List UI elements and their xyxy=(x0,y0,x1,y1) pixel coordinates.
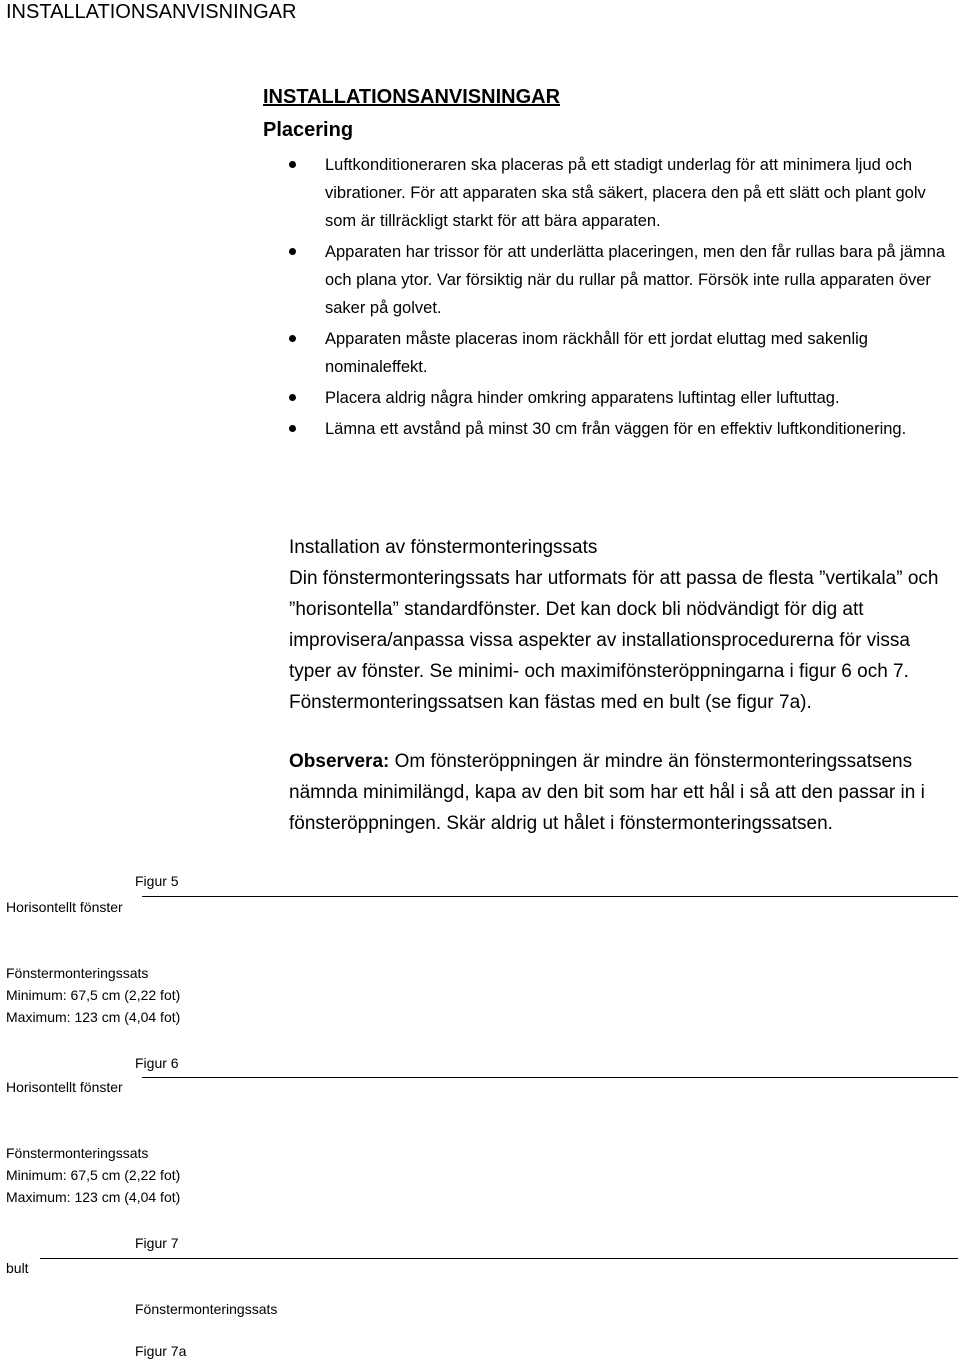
list-item xyxy=(283,415,953,443)
figure-6-line xyxy=(142,1077,958,1078)
note-paragraph xyxy=(289,746,957,839)
figure-5-line xyxy=(142,896,958,897)
figure-6-minimum: Minimum: 67,5 cm (2,22 fot) xyxy=(6,1167,181,1183)
note-label: Observera: xyxy=(289,751,390,772)
page-header: INSTALLATIONSANVISNINGAR xyxy=(6,1,297,23)
list-item-text: Apparaten har trissor för att underlätta placeringen, men den får rullas bara på jämna och plana ytor. Var försiktig när du rullar på mattor. Försök inte rulla apparaten över saker på golvet. xyxy=(325,243,946,317)
figure-5-maximum: Maximum: 123 cm (4,04 fot) xyxy=(6,1009,181,1025)
list-item xyxy=(283,238,953,322)
figure-7-line xyxy=(40,1258,958,1259)
figure-5-window-label: Horisontellt fönster xyxy=(6,899,123,915)
figure-6-kit-label: Fönstermonteringssats xyxy=(6,1145,149,1161)
figure-5-minimum: Minimum: 67,5 cm (2,22 fot) xyxy=(6,987,181,1003)
figure-7-kit-label: Fönstermonteringssats xyxy=(135,1301,278,1317)
installation-title: Installation av fönstermonteringssats xyxy=(289,537,598,558)
list-item-text: Luftkonditioneraren ska placeras på ett stadigt underlag för att minimera ljud och vibrationer. För att apparaten ska stå säkert, placera den på ett slätt och plant golv som är tillräckligt starkt för att bära apparaten. xyxy=(325,156,926,230)
list-item xyxy=(283,151,953,235)
figure-7a-caption: Figur 7a xyxy=(135,1343,187,1359)
list-item-text: Lämna ett avstånd på minst 30 cm från väggen för en effektiv luftkonditionering. xyxy=(325,420,907,438)
bullet-icon xyxy=(289,161,296,168)
figure-7-caption: Figur 7 xyxy=(135,1235,179,1251)
list-item-text: Apparaten måste placeras inom räckhåll för ett jordat eluttag med sakenlig nominaleffekt. xyxy=(325,330,868,376)
note-text: Om fönsteröppningen är mindre än fönstermonteringssatsens nämnda minimilängd, kapa av den bit som har ett hål i så att den passar in i fönsteröppningen. Skär aldrig ut hålet i fönstermonteringssatsen. xyxy=(289,751,925,834)
list-item xyxy=(283,384,953,412)
figure-6-specs xyxy=(6,1142,180,1208)
installation-body: Din fönstermonteringssats har utformats för att passa de flesta ”vertikala” och ”horisontella” standardfönster. Det kan dock bli nödvändigt för dig att improvisera/anpassa vissa aspekter av installationsprocedurerna för vissa typer av fönster. Se minimi- och maximifönsteröppningarna i figur 6 och 7. Fönstermonteringssatsen kan fästas med en bult (se figur 7a). xyxy=(289,568,939,713)
figure-7-bolt-label: bult xyxy=(6,1260,29,1276)
figure-6-caption: Figur 6 xyxy=(135,1055,179,1071)
placement-list xyxy=(283,151,953,446)
figure-6-window-label: Horisontellt fönster xyxy=(6,1079,123,1095)
list-item-text: Placera aldrig några hinder omkring apparatens luftintag eller luftuttag. xyxy=(325,389,840,407)
bullet-icon xyxy=(289,335,296,342)
section-subtitle: Placering xyxy=(263,119,354,141)
list-item xyxy=(283,325,953,381)
figure-5-caption: Figur 5 xyxy=(135,873,179,889)
section-title: INSTALLATIONSANVISNINGAR xyxy=(263,86,561,108)
bullet-icon xyxy=(289,425,296,432)
bullet-icon xyxy=(289,394,296,401)
installation-section xyxy=(289,533,953,718)
figure-6-maximum: Maximum: 123 cm (4,04 fot) xyxy=(6,1189,181,1205)
figure-5-kit-label: Fönstermonteringssats xyxy=(6,965,149,981)
figure-5-specs xyxy=(6,962,180,1028)
bullet-icon xyxy=(289,248,296,255)
